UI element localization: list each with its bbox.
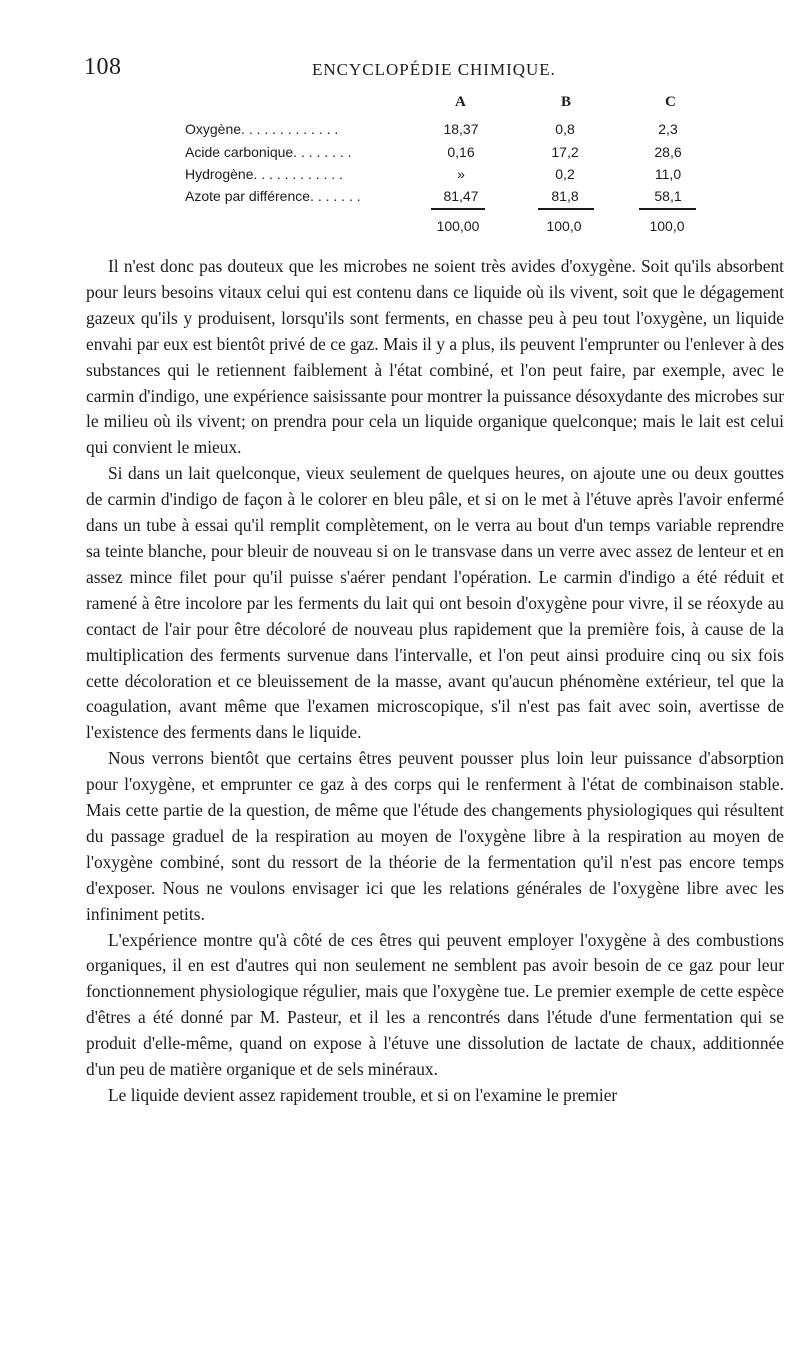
table-cell: 17,2 xyxy=(551,144,579,160)
paragraph: Le liquide devient assez rapidement trouble, et si on l'examine le premier xyxy=(108,1085,618,1105)
table-cell: 11,0 xyxy=(654,166,682,182)
paragraph: Il n'est donc pas douteux que les microbes ne soient très avides d'oxygène. Soit qu'ils absorbent pour leurs besoins vitaux celui qui est contenu dans ce liquide où ils vivent, soit que le dégagement gazeux qu'ils y produisent, lorsqu'ils sont ferments, en chasse peu à peu tout l'oxygène, un liquide envahi par eux est bientôt privé de ce gaz. Mais il y a plus, ils peuvent l'emprunter ou l'enlever à des substances qui le retiennent faiblement à l'état combiné, et l'on peut faire, par exemple, avec le carmin d'indigo, une expérience saisissante pour montrer la puissance désoxydante des microbes sur le milieu où ils vivent; on prendra pour cela un liquide organique quelconque; mais le lait est celui qui convient le mieux. xyxy=(86,256,784,458)
column-header-c: C xyxy=(665,94,676,110)
column-header-a: A xyxy=(455,94,466,110)
total-cell: 100,0 xyxy=(546,218,582,234)
total-cell: 100,00 xyxy=(436,218,480,234)
table-cell: 2,3 xyxy=(658,121,678,137)
row-label: Azote par différence. . . . . . . xyxy=(185,188,361,204)
paragraph: Nous verrons bientôt que certains êtres peuvent pousser plus loin leur puissance d'absorption pour l'oxygène, et emprunter ce gaz à des corps qui le renferment à l'état de combinaison stable. Mais cette partie de la question, de même que l'étude des changements physiologiques qui résultent du passage graduel de la respiration au moyen de l'oxygène libre à la respiration au moyen de l'oxygène combiné, sont du ressort de la théorie de la fermentation qu'il n'est pas encore temps d'exposer. Nous ne voulons envisager ici que les relations générales de l'oxygène libre avec les infiniment petits. xyxy=(86,748,784,924)
table-cell: 0,8 xyxy=(555,121,575,137)
page-number: 108 xyxy=(84,54,122,80)
running-title: ENCYCLOPÉDIE CHIMIQUE. xyxy=(312,60,556,79)
total-cell: 100,0 xyxy=(649,218,685,234)
table-cell: 18,37 xyxy=(443,121,479,137)
row-label: Oxygène. . . . . . . . . . . . . xyxy=(185,121,339,137)
sum-rule xyxy=(538,208,594,210)
gas-composition-table xyxy=(0,94,800,244)
paragraph: L'expérience montre qu'à côté de ces êtres qui peuvent employer l'oxygène à des combustions organiques, il en est d'autres qui non seulement ne semblent pas avoir besoin de ce gaz pour leur fonctionnement physiologique régulier, mais que l'oxygène tue. Le premier exemple de cette espèce d'êtres a été donné par M. Pasteur, et il les a rencontrés dans l'étude d'une fermentation qui se produit d'elle-même, quand on expose à l'étuve une dissolution de lactate de chaux, additionnée d'un peu de matière organique et de sels minéraux. xyxy=(86,929,784,1080)
row-label: Hydrogène. . . . . . . . . . . . xyxy=(185,166,343,182)
table-cell: 0,16 xyxy=(447,144,475,160)
page-header xyxy=(84,54,784,84)
table-cell: 81,47 xyxy=(443,188,479,204)
table-cell: 81,8 xyxy=(551,188,579,204)
table-cell: 28,6 xyxy=(654,144,682,160)
table-cell: » xyxy=(457,166,465,182)
body-text xyxy=(86,254,784,1109)
paragraph: Si dans un lait quelconque, vieux seulement de quelques heures, on ajoute une ou deux gouttes de carmin d'indigo de façon à le colorer en bleu pâle, et si on le met à l'étuve après l'avoir enfermé dans un tube à essai qu'il remplit complètement, on le verra au bout d'un temps variable reprendre sa teinte blanche, pour bleuir de nouveau si on le transvase dans un verre avec assez de lenteur et en assez mince filet pour qu'il puisse s'aérer pendant l'opération. Le carmin d'indigo a été réduit et ramené à être incolore par les ferments du lait qui ont besoin d'oxygène pour vivre, il se réoxyde au contact de l'air pour être décoloré de nouveau plus rapidement que la première fois, à cause de la multiplication des ferments survenue dans l'intervalle, et l'on peut ainsi produire cinq ou six fois cette décoloration et ce bleuissement de la masse, avant qu'aucun phénomène extérieur, tel que la coagulation, avant même que l'examen microscopique, s'il n'est pas fait avec soin, avertisse de l'existence des ferments dans le liquide. xyxy=(86,463,784,743)
sum-rule xyxy=(639,208,696,210)
column-header-b: B xyxy=(561,94,572,110)
sum-rule xyxy=(431,208,485,210)
table-cell: 0,2 xyxy=(555,166,575,182)
row-label: Acide carbonique. . . . . . . . xyxy=(185,144,352,160)
table-cell: 58,1 xyxy=(654,188,682,204)
